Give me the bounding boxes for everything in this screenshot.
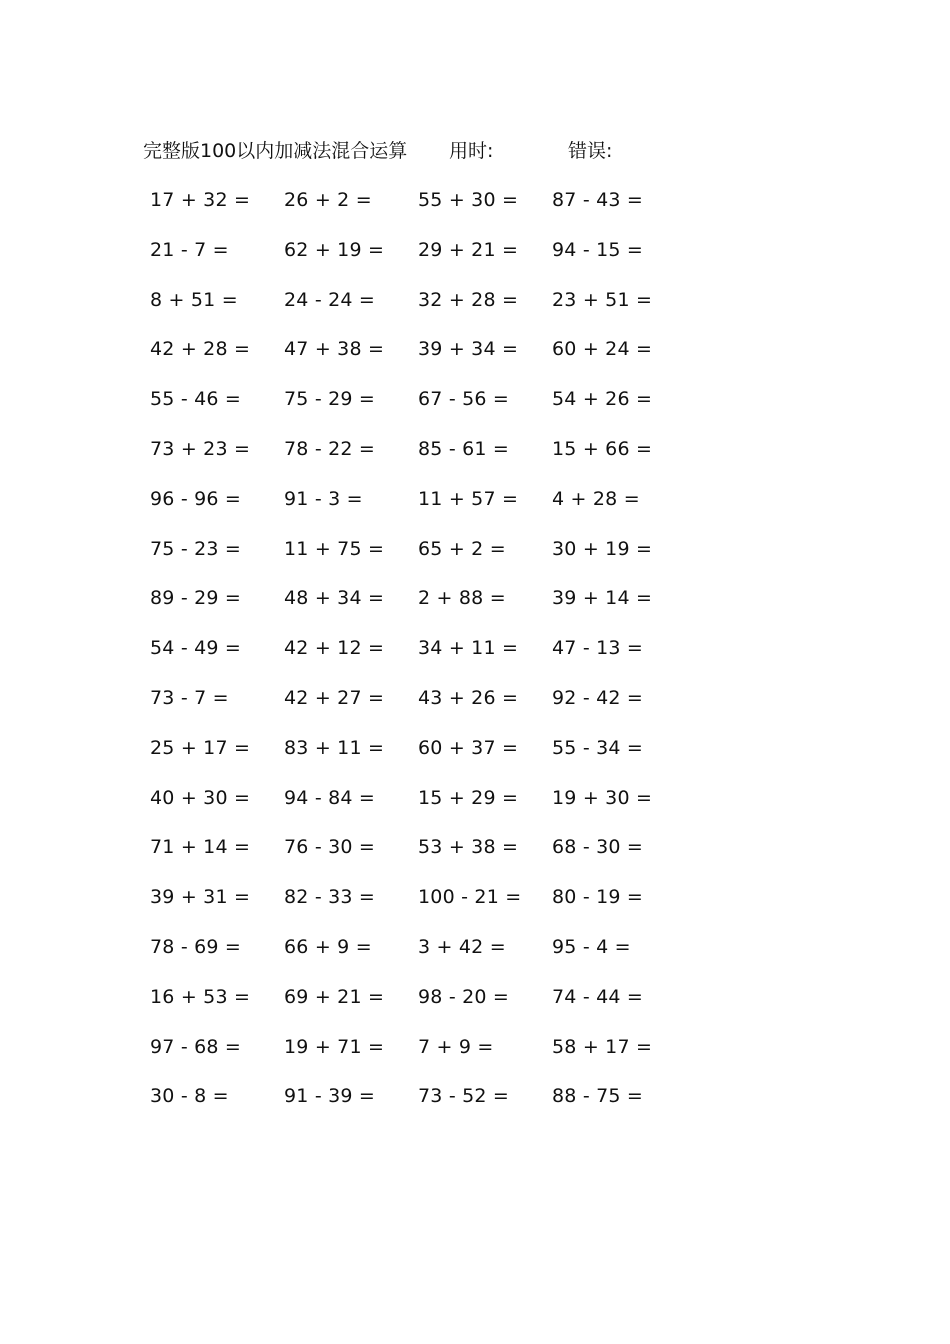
problem-row [0,286,950,336]
math-problem: 91 - 39 = [284,1085,376,1108]
math-problem: 98 - 20 = [418,985,510,1008]
math-problem: 94 - 84 = [284,786,376,809]
problem-row [0,385,950,435]
math-problem: 68 - 30 = [552,836,644,859]
math-problem: 30 + 19 = [552,537,653,560]
math-problem: 15 + 66 = [552,437,653,460]
math-problem: 34 + 11 = [418,637,519,660]
math-problem: 96 - 96 = [150,487,242,510]
math-problem: 3 + 42 = [418,935,506,958]
math-problem: 30 - 8 = [150,1085,229,1108]
math-problem: 80 - 19 = [552,886,644,909]
math-problem: 54 - 49 = [150,637,242,660]
problem-row [0,784,950,834]
math-problem: 75 - 23 = [150,537,242,560]
math-problem: 4 + 28 = [552,487,640,510]
problem-row [0,485,950,535]
math-problem: 89 - 29 = [150,587,242,610]
problem-row [0,435,950,485]
problem-row [0,1033,950,1083]
math-problem: 55 + 30 = [418,189,519,211]
math-problem: 11 + 75 = [284,537,385,560]
problem-row [0,883,950,933]
math-problem: 85 - 61 = [418,437,510,460]
problem-row [0,1082,950,1132]
math-problem: 78 - 69 = [150,935,242,958]
math-problem: 65 + 2 = [418,537,506,560]
math-problem: 15 + 29 = [418,786,519,809]
math-problem: 94 - 15 = [552,238,644,261]
problem-row [0,535,950,585]
problem-row [0,335,950,385]
math-problem: 73 + 23 = [150,437,251,460]
math-problem: 87 - 43 = [552,189,644,211]
math-problem: 69 + 21 = [284,985,385,1008]
math-problem: 8 + 51 = [150,288,238,311]
math-problem: 62 + 19 = [284,238,385,261]
math-problem: 55 - 34 = [552,736,644,759]
problem-grid [0,186,950,1132]
math-problem: 60 + 24 = [552,338,653,361]
math-problem: 47 - 13 = [552,637,644,660]
problem-row [0,684,950,734]
math-problem: 43 + 26 = [418,686,519,709]
math-problem: 75 - 29 = [284,388,376,411]
math-problem: 39 + 14 = [552,587,653,610]
problem-row [0,734,950,784]
errors-label: 错误: [568,140,613,162]
math-problem: 26 + 2 = [284,189,372,211]
math-problem: 53 + 38 = [418,836,519,859]
math-problem: 24 - 24 = [284,288,376,311]
problem-row [0,634,950,684]
math-problem: 40 + 30 = [150,786,251,809]
math-problem: 58 + 17 = [552,1035,653,1058]
math-problem: 74 - 44 = [552,985,644,1008]
math-problem: 11 + 57 = [418,487,519,510]
math-problem: 76 - 30 = [284,836,376,859]
math-problem: 42 + 12 = [284,637,385,660]
math-problem: 39 + 34 = [418,338,519,361]
math-problem: 25 + 17 = [150,736,251,759]
math-problem: 67 - 56 = [418,388,510,411]
math-problem: 66 + 9 = [284,935,372,958]
math-problem: 88 - 75 = [552,1085,644,1108]
math-problem: 48 + 34 = [284,587,385,610]
worksheet-header [143,137,663,165]
math-problem: 19 + 71 = [284,1035,385,1058]
math-problem: 55 - 46 = [150,388,242,411]
math-problem: 2 + 88 = [418,587,506,610]
math-problem: 60 + 37 = [418,736,519,759]
math-problem: 71 + 14 = [150,836,251,859]
problem-row [0,584,950,634]
math-problem: 54 + 26 = [552,388,653,411]
math-problem: 92 - 42 = [552,686,644,709]
math-problem: 83 + 11 = [284,736,385,759]
math-problem: 42 + 28 = [150,338,251,361]
math-problem: 91 - 3 = [284,487,363,510]
math-problem: 23 + 51 = [552,288,653,311]
problem-row [0,236,950,286]
problem-row [0,186,950,236]
math-problem: 7 + 9 = [418,1035,494,1058]
math-problem: 29 + 21 = [418,238,519,261]
time-used-label: 用时: [449,140,494,162]
worksheet-title: 完整版100以内加减法混合运算 [143,140,408,162]
math-problem: 32 + 28 = [418,288,519,311]
math-problem: 82 - 33 = [284,886,376,909]
math-problem: 21 - 7 = [150,238,229,261]
math-problem: 47 + 38 = [284,338,385,361]
math-problem: 73 - 52 = [418,1085,510,1108]
math-problem: 39 + 31 = [150,886,251,909]
math-problem: 100 - 21 = [418,886,522,909]
math-problem: 17 + 32 = [150,189,251,211]
math-problem: 73 - 7 = [150,686,229,709]
problem-row [0,833,950,883]
math-problem: 97 - 68 = [150,1035,242,1058]
problem-row [0,983,950,1033]
math-problem: 42 + 27 = [284,686,385,709]
math-problem: 19 + 30 = [552,786,653,809]
math-problem: 16 + 53 = [150,985,251,1008]
math-problem: 95 - 4 = [552,935,631,958]
problem-row [0,933,950,983]
math-problem: 78 - 22 = [284,437,376,460]
